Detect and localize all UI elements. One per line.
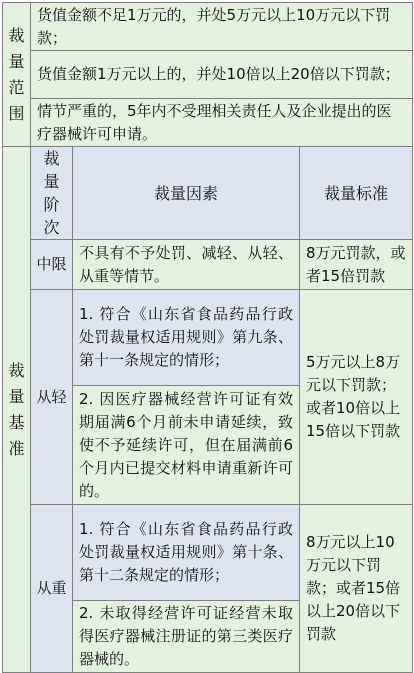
factor-lighter-2: 2. 因医疗器械经营许可证有效期届满6个月前未申请延续，致使不予延续许可，但在届满前6个月内已提交材料申请重新许可的。: [73, 386, 300, 505]
scope-label-char-3: 范: [8, 77, 25, 97]
header-factors: 裁量因素: [73, 147, 300, 240]
basis-label-char-3: 基: [8, 412, 25, 432]
scope-row-1: [3, 3, 413, 51]
header-standard: 裁量标准: [300, 147, 413, 240]
basis-label: [3, 147, 31, 673]
basis-label-char-2: 量: [8, 386, 25, 406]
standard-heavier: 8万元以上10万元以下罚款；或者15倍以上20倍以下罚款: [300, 505, 413, 673]
scope-row-2: [3, 51, 413, 99]
factor-heavier-2: 2. 未取得经营许可证经营未取得医疗器械注册证的第三类医疗器械的。: [73, 601, 300, 673]
level-lighter: 从轻: [31, 290, 73, 505]
scope-row-3: [3, 99, 413, 147]
standard-lighter: 5万元以上8万元以下罚款；或者10倍以上15倍以下罚款: [300, 290, 413, 505]
scope-label-char-1: 裁: [8, 25, 25, 45]
row-heavier-1: [3, 505, 413, 601]
standard-medium: 8万元罚款，或者15倍罚款: [300, 240, 413, 290]
scope-label-char-4: 围: [8, 103, 25, 123]
scope-item-2: 货值金额1万元以上的，并处10倍以上20倍以下罚款；: [31, 51, 413, 99]
level-heavier: 从重: [31, 505, 73, 673]
header-level: 裁量阶次: [31, 147, 73, 240]
row-medium: [3, 240, 413, 290]
scope-item-1: 货值金额不足1万元的，并处5万元以上10万元以下罚款；: [31, 3, 413, 51]
factor-heavier-1: 1. 符合《山东省食品药品行政处罚裁量权适用规则》第十条、第十二条规定的情形；: [73, 505, 300, 601]
penalty-discretion-table: [2, 2, 413, 673]
level-medium: 中限: [31, 240, 73, 290]
scope-item-3: 情节严重的，5年内不受理相关责任人及企业提出的医疗器械许可申请。: [31, 99, 413, 147]
basis-label-char-1: 裁: [8, 360, 25, 380]
penalty-table-wrap: [2, 2, 412, 668]
header-row: [3, 147, 413, 240]
scope-label: [3, 3, 31, 147]
row-lighter-1: [3, 290, 413, 386]
factor-lighter-1: 1. 符合《山东省食品药品行政处罚裁量权适用规则》第九条、第十一条规定的情形；: [73, 290, 300, 386]
scope-label-char-2: 量: [8, 51, 25, 71]
basis-label-char-4: 准: [8, 438, 25, 458]
factor-medium: 不具有不予处罚、减轻、从轻、从重等情节。: [73, 240, 300, 290]
